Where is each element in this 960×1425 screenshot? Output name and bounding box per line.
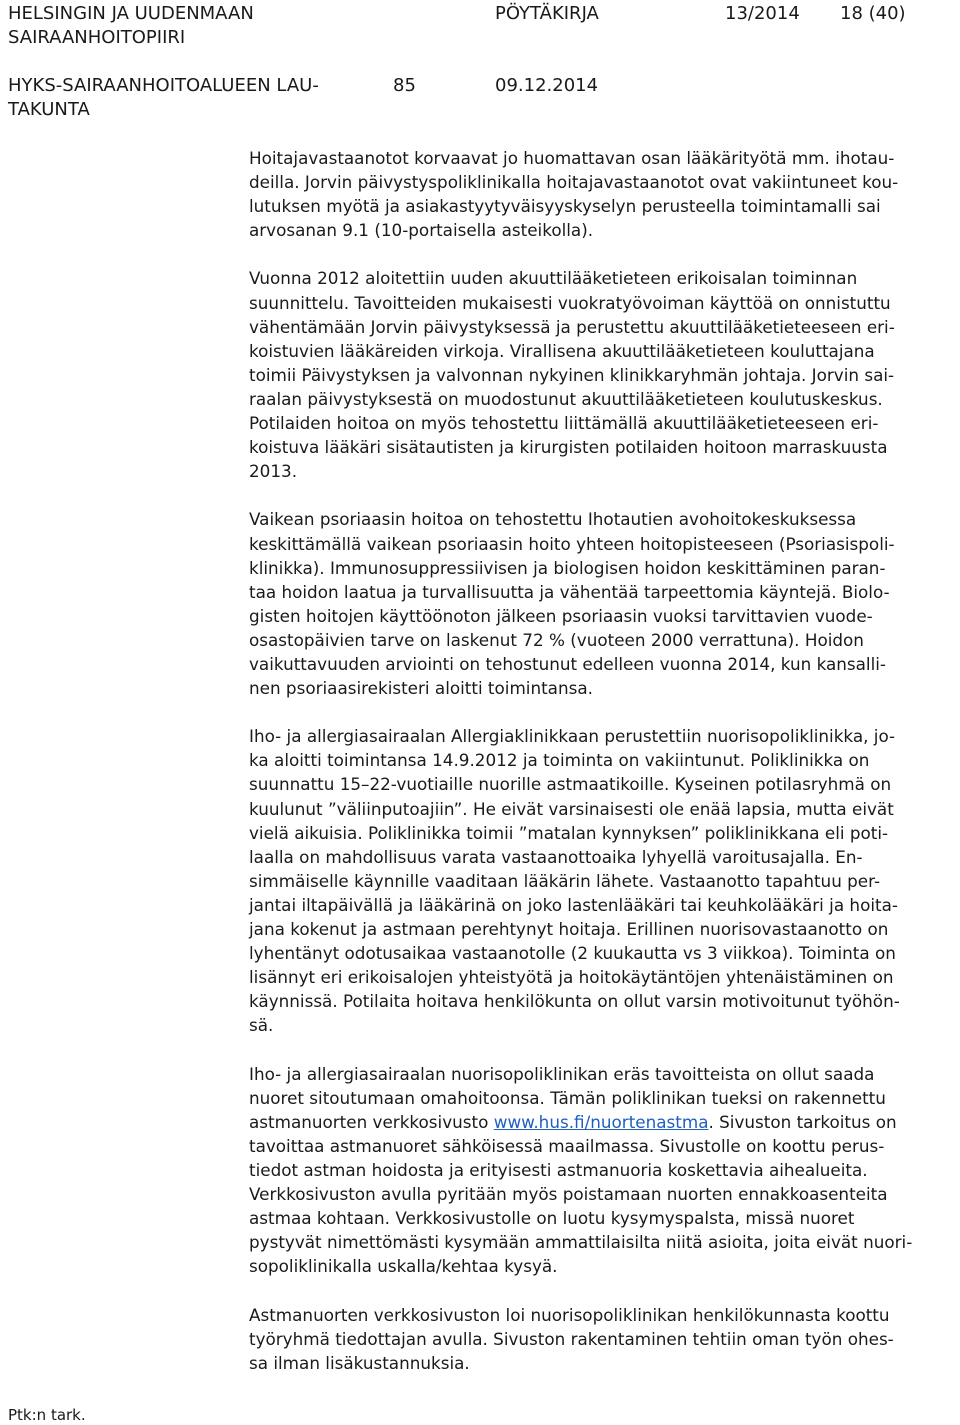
text-line: Iho- ja allergiasairaalan nuorisopoliklinikan eräs tavoitteista on ollut saada [249,1063,875,1084]
section-number: 85 [393,75,416,96]
text-line: nen psoriaasirekisteri aloitti toimintansa. [249,678,593,699]
text-line: suunnittelu. Tavoitteiden mukaisesti vuokratyövoiman käyttöä on onnistuttu [249,292,891,313]
text-line: tiedot astman hoidosta ja erityisesti astmanuoria koskettavia aihealueita. [249,1159,868,1180]
website-link[interactable]: www.hus.fi/nuortenastma [493,1111,709,1132]
paragraph [249,507,945,700]
text-line: käynnissä. Potilaita hoitava henkilökunta on ollut varsin motivoitunut työhön- [249,991,900,1012]
text-line: nuoret sitoutumaan omahoitoonsa. Tämän poliklinikan tueksi on rakennettu [249,1087,886,1108]
text-line: taa hoidon laatua ja turvallisuutta ja vähentää tarpeettomia käyntejä. Biolo- [249,581,890,602]
text-line: astmaa kohtaan. Verkkosivustolle on luotu kysymyspalsta, missä nuoret [249,1208,855,1229]
text-line: Astmanuorten verkkosivuston loi nuorisopoliklinikan henkilökunnasta koottu [249,1304,890,1325]
text-line: työryhmä tiedottajan avulla. Sivuston rakentaminen tehtiin oman työn ohes- [249,1328,894,1349]
text-line: tavoittaa astmanuoret sähköisessä maailmassa. Sivustolle on koottu perus- [249,1135,885,1156]
text-line: ka aloitti toimintansa 14.9.2012 ja toiminta on vakiintunut. Poliklinikka on [249,750,870,771]
text-line: lutuksen myötä ja asiakastyytyväisyyskyselyn perusteella toimintamalli sai [249,196,881,217]
text-line: raalan päivystyksestä on muodostunut akuuttilääketieteen koulutuskeskus. [249,388,883,409]
text-line: 2013. [249,461,298,482]
text-line: vähentämään Jorvin päivystyksessä ja perustettu akuuttilääketieteeseen eri- [249,316,895,337]
paragraph [249,146,945,242]
text-line: arvosanan 9.1 (10-portaisella asteikolla). [249,220,594,241]
text-line: vaikuttavuuden arviointi on tehostunut edelleen vuonna 2014, kun kansalli- [249,653,886,674]
text-line: jana kokenut ja astmaan perehtynyt hoitaja. Erillinen nuorisovastaanotto on [249,919,889,939]
paragraph [249,1303,945,1375]
text-line: Vuonna 2012 aloitettiin uuden akuuttilääketieteen erikoisalan toiminnan [249,268,858,289]
organization-name-line1: HELSINGIN JA UUDENMAAN [8,3,254,24]
text-line: astmanuorten verkkosivusto www.hus.fi/nuortenastma. Sivuston tarkoitus on [249,1111,897,1132]
text-line: Vaikean psoriaasin hoitoa on tehostettu Ihotautien avohoitokeskuksessa [249,509,857,530]
text-line: gisten hoitojen käyttöönoton jälkeen psoriaasin vuoksi tarvittavien vuode- [249,605,873,626]
paragraph [249,1062,945,1279]
text-line: koistuva lääkäri sisätautisten ja kirurgisten potilaiden hoitoon marraskuusta [249,437,888,458]
paragraph [249,266,945,483]
text-line: Hoitajavastaanotot korvaavat jo huomattavan osan lääkärityötä mm. ihotau- [249,148,895,168]
document-type: PÖYTÄKIRJA [495,3,599,24]
text-line: keskittämällä vaikean psoriaasin hoito yhteen hoitopisteeseen (Psoriasispoli- [249,533,895,554]
document-body [249,146,945,1399]
paragraph [249,724,945,1037]
text-line: lyhentänyt odotusaikaa vastaanotolle (2 kuukautta vs 3 viikkoa). Toiminta on [249,943,896,964]
text-line: Verkkosivuston avulla pyritään myös poistamaan nuorten ennakkoasenteita [249,1184,888,1205]
text-line: Iho- ja allergiasairaalan Allergiaklinikkaan perustettiin nuorisopoliklinikka, jo- [249,726,896,747]
page-number: 18 (40) [840,3,906,24]
text-line: osastopäivien tarve on laskenut 72 % (vuoteen 2000 verrattuna). Hoidon [249,629,864,650]
text-line: toimii Päivystyksen ja valvonnan nykyinen klinikkaryhmän johtaja. Jorvin sai- [249,364,895,385]
text-line: sä. [249,1015,274,1036]
text-line: jantai iltapäivällä ja lääkärinä on joko lastenlääkäri tai keuhkolääkäri ja hoita- [249,894,898,915]
document-number: 13/2014 [725,3,800,24]
text-line: sa ilman lisäkustannuksia. [249,1352,470,1373]
text-line: sopoliklinikalla uskalla/kehtaa kysyä. [249,1256,558,1277]
text-line: kuulunut ”väliinputoajiin”. He eivät varsinaisesti ole enää lapsia, mutta eivät [249,798,894,819]
text-line: laalla on mahdollisuus varata vastaanottoaika lyhyellä varoitusajalla. En- [249,846,863,867]
document-date: 09.12.2014 [495,75,599,96]
organization-name-line2: SAIRAANHOITOPIIRI [8,27,186,48]
text-line: deilla. Jorvin päivystyspoliklinikalla hoitajavastaanotot ovat vakiintuneet kou- [249,172,899,193]
text-line: pystyvät nimettömästi kysymään ammattilaisilta niitä asioita, joita eivät nuori- [249,1232,913,1253]
region-name-line1: HYKS-SAIRAANHOITOALUEEN LAU- [8,75,319,96]
text-line: klinikka). Immunosuppressiivisen ja biologisen hoidon keskittäminen paran- [249,557,886,578]
region-name-line2: TAKUNTA [8,99,90,120]
text-line: koistuvien lääkäreiden virkoja. Virallisena akuuttilääketieteen kouluttajana [249,340,875,361]
text-line: lisännyt eri erikoisalojen yhteistyötä ja hoitokäytäntöjen yhtenäistäminen on [249,967,894,988]
footer-label: Ptk:n tark. [8,1406,86,1424]
text-line: simmäiselle käynnille vaaditaan lääkärin lähete. Vastaanotto tapahtuu per- [249,870,881,891]
text-line: Potilaiden hoitoa on myös tehostettu liittämällä akuuttilääketieteeseen eri- [249,413,879,434]
text-line: suunnattu 15–22-vuotiaille nuorille astmaatikoille. Kyseinen potilasryhmä on [249,774,892,795]
text-line: vielä aikuisia. Poliklinikka toimii ”matalan kynnyksen” poliklinikkana eli poti- [249,822,889,843]
